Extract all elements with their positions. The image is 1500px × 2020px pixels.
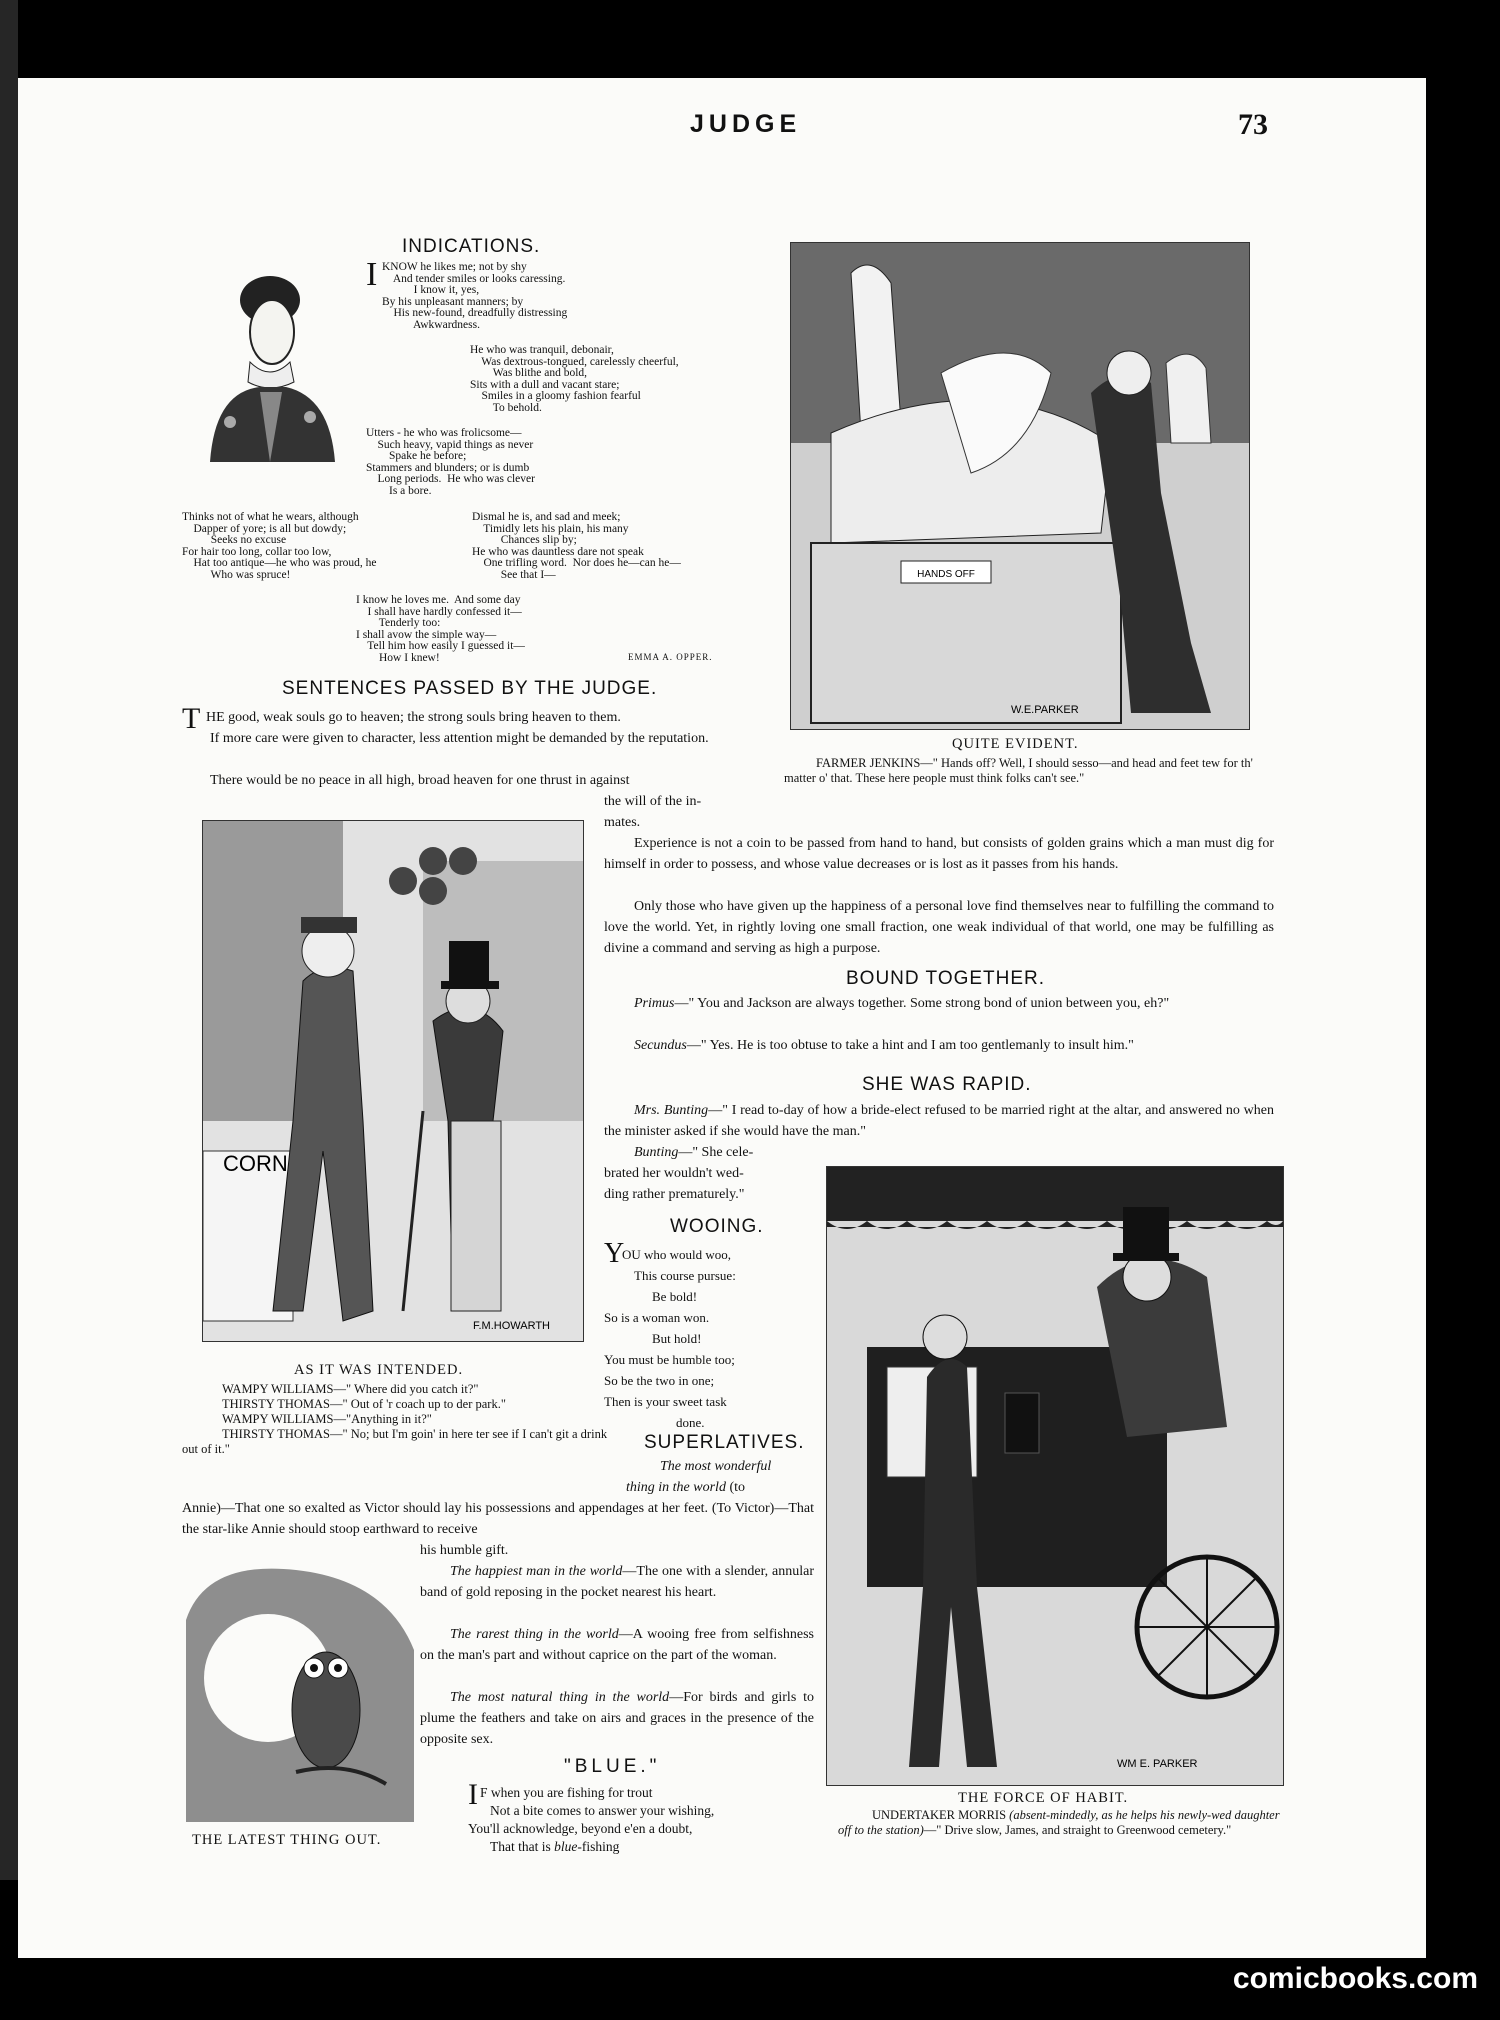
- wooing-line-4: So is a woman won.: [604, 1310, 710, 1325]
- force-of-habit-caption: [838, 1808, 1286, 1838]
- caption-line-3: —"Anything in it?": [333, 1412, 432, 1426]
- superlatives-text-2: —The one with a slender, annular band of gold reposing in the pocket nearest his heart.: [420, 1564, 814, 1600]
- superlatives-p1-end: his humble gift.: [420, 1543, 509, 1558]
- bunting-line-1: [634, 1142, 753, 1163]
- corn-sign: CORN: [223, 1151, 288, 1176]
- superlatives-italic-4: The most natural thing in the world: [450, 1690, 670, 1705]
- quite-evident-signature: W.E.PARKER: [1011, 704, 1079, 716]
- indications-title: INDICATIONS.: [402, 236, 541, 257]
- sentences-p3a: There would be no peace in all high, broad heaven for one thrust in against: [210, 773, 630, 788]
- indications-stanza-3: Utters - he who was frolicsome— Such heavy, vapid things as never Spake he before; Stammers and blunders; or is dumb Long periods. He who was clever Is a bore.: [366, 427, 535, 497]
- force-of-habit-speaker: UNDERTAKER MORRIS: [872, 1808, 1007, 1822]
- blue-drop-cap: I: [468, 1778, 478, 1811]
- sentences-p1: HE good, weak souls go to heaven; the strong souls bring heaven to them.: [206, 710, 621, 725]
- superlatives-p4: [420, 1687, 814, 1750]
- superlatives-i1a: [660, 1456, 771, 1477]
- watermark-brand: comicbooks.com: [1232, 1962, 1478, 1995]
- indications-author: EMMA A. OPPER.: [628, 652, 713, 662]
- indications-stanza-1: KNOW he likes me; not by shy And tender smiles or looks caressing. I know it, yes, By his unpleasant manners; by His new-found, dreadfully distressing Awkwardness.: [382, 261, 568, 331]
- superlatives-text-1a: (to: [729, 1480, 746, 1495]
- she-was-rapid-title: SHE WAS RAPID.: [862, 1074, 1032, 1095]
- superlatives-italic-2: The happiest man in the world: [450, 1564, 623, 1579]
- bound-together-primus: [604, 993, 1274, 1014]
- sentences-title: SENTENCES PASSED BY THE JUDGE.: [282, 678, 658, 699]
- superlatives-p1: Annie)—That one so exalted as Victor should lay his possessions and appendages at her feet. (To Victor)—That the star-like Annie should stoop earthward to receive: [182, 1501, 814, 1537]
- superlatives-line-2: [626, 1477, 814, 1498]
- superlatives-italic-1b: thing in the world: [626, 1480, 726, 1495]
- sentences-p4: Experience is not a coin to be passed from hand to hand, but consists of golden grains which a man must dig for himself in order to possess, and whose value decreases or is lost as it passes from his hands.: [604, 836, 1274, 872]
- blue-line-4a: That that is: [490, 1839, 555, 1854]
- superlatives-p3: [420, 1624, 814, 1666]
- wooing-line-5: But hold!: [652, 1331, 702, 1346]
- hands-off-sign: HANDS OFF: [917, 569, 975, 580]
- force-of-habit-illustration: [826, 1166, 1284, 1786]
- indications-stanza-6: I know he loves me. And some day I shall have hardly confessed it— Tenderly too: I shall avow the simple way— Tell him how easily I guessed it— How I knew!: [356, 594, 525, 664]
- mrs-bunting-speaker: Mrs. Bunting: [634, 1103, 709, 1118]
- bunting-text-1: —" She cele-: [678, 1145, 754, 1160]
- force-of-habit-signature: WM E. PARKER: [1117, 1758, 1198, 1770]
- bunting-speaker: Bunting: [634, 1145, 679, 1160]
- indications-stanza-2: He who was tranquil, debonair, Was dextrous-tongued, carelessly cheerful, Was blithe and bold, Sits with a dull and vacant stare; Smiles in a gloomy fashion fearful To behold.: [470, 344, 679, 414]
- sentences-drop-cap: T: [182, 702, 201, 735]
- quite-evident-title: QUITE EVIDENT.: [952, 736, 1079, 752]
- caption-speaker-2: THIRSTY THOMAS: [222, 1397, 330, 1411]
- wooing-line-2: This course pursue:: [634, 1268, 736, 1283]
- sentences-p2: If more care were given to character, less attention might be demanded by the reputation.: [210, 731, 709, 746]
- caption-speaker-3: WAMPY WILLIAMS: [222, 1412, 334, 1426]
- blue-line-1: F when you are fishing for trout: [480, 1785, 653, 1800]
- quite-evident-illustration: [790, 242, 1250, 730]
- quite-evident-caption: [784, 756, 1274, 786]
- superlatives-italic-3: The rarest thing in the world: [450, 1627, 619, 1642]
- wooing-line-6: You must be humble too;: [604, 1352, 735, 1367]
- binding-shadow: [0, 0, 18, 1880]
- bound-together-secundus: [604, 1035, 1274, 1056]
- as-it-was-intended-signature: F.M.HOWARTH: [473, 1320, 550, 1332]
- caption-line-4: —" No; but I'm goin' in here ter see if I can't git a drink out of it.": [182, 1427, 608, 1456]
- sentences-p3c: mates.: [604, 815, 641, 830]
- force-of-habit-title: THE FORCE OF HABIT.: [958, 1790, 1129, 1806]
- she-was-rapid-p1: [604, 1100, 1274, 1142]
- superlatives-p2: [420, 1561, 814, 1603]
- force-of-habit-text: —" Drive slow, James, and straight to Greenwood cemetery.": [923, 1823, 1232, 1837]
- bunting-line-2: brated her wouldn't wed-: [604, 1166, 744, 1181]
- quite-evident-text: —" Hands off? Well, I should sesso—and head and feet tew for th' matter o' that. These here people must think folks can't see.": [784, 756, 1253, 785]
- wooing-line-1: OU who would woo,: [622, 1247, 732, 1262]
- caption-speaker-4: THIRSTY THOMAS: [222, 1427, 330, 1441]
- page-number: 73: [1238, 108, 1268, 141]
- force-of-habit-italic: (absent-mindedly, as he helps his newly-wed daughter off to the station): [838, 1808, 1280, 1837]
- blue-line-3: You'll acknowledge, beyond e'en a doubt,: [468, 1821, 693, 1836]
- wooing-line-3: Be bold!: [652, 1289, 698, 1304]
- wooing-drop-cap: Y: [604, 1238, 625, 1269]
- quite-evident-speaker: FARMER JENKINS: [816, 756, 921, 770]
- latest-thing-title: THE LATEST THING OUT.: [192, 1832, 382, 1848]
- blue-poem: [468, 1784, 715, 1856]
- blue-title: "BLUE.": [564, 1756, 661, 1777]
- wooing-line-8: Then is your sweet task: [604, 1394, 727, 1409]
- superlatives-text-4: —For birds and girls to plume the feathers and take on airs and graces in the presence of the opposite sex.: [420, 1690, 814, 1747]
- primus-speaker: Primus: [634, 996, 675, 1011]
- primus-text: —" You and Jackson are always together. Some strong bond of union between you, eh?": [674, 996, 1170, 1011]
- superlatives-title: SUPERLATIVES.: [644, 1432, 805, 1453]
- superlatives-italic-1a: The most wonderful: [660, 1459, 772, 1474]
- caption-speaker-1: WAMPY WILLIAMS: [222, 1382, 334, 1396]
- wooing-line-9: done.: [676, 1415, 705, 1430]
- as-it-was-intended-illustration: [202, 820, 584, 1342]
- superlatives-text-3: —A wooing free from selfishness on the man's part and without caprice on the part of the woman.: [420, 1627, 814, 1663]
- blue-line-2: Not a bite comes to answer your wishing,: [490, 1803, 715, 1818]
- sentences-p5: Only those who have given up the happiness of a personal love find themselves near to fulfilling the command to love the world. Yet, in rightly loving one small fraction, one weak individual of that world, one may be fulfilling as divine a command and serving as high a purpose.: [604, 899, 1274, 956]
- secundus-speaker: Secundus: [634, 1038, 687, 1053]
- wooing-line-7: So be the two in one;: [604, 1373, 715, 1388]
- portrait-woman-illustration: [190, 262, 340, 462]
- wooing-title: WOOING.: [670, 1216, 764, 1237]
- as-it-was-intended-title: AS IT WAS INTENDED.: [294, 1362, 464, 1378]
- indications-stanza-4: Thinks not of what he wears, although Dapper of yore; is all but dowdy; Seeks no excuse For hair too long, collar too low, Hat too antique—he who was proud, he Who was spruce!: [182, 511, 377, 581]
- caption-line-2: —" Out of 'r coach up to der park.": [330, 1397, 506, 1411]
- mrs-bunting-text: —" I read to-day of how a bride-elect refused to be married right at the altar, and answered no when the minister asked if she would have the man.": [604, 1103, 1274, 1139]
- blue-line-4b: blue: [554, 1839, 578, 1854]
- indications-drop-cap: I: [366, 256, 378, 293]
- indications-stanza-5: Dismal he is, and sad and meek; Timidly lets his plain, his many Chances slip by; He who was dauntless dare not speak One trifling word. Nor does he—can he— See that I—: [472, 511, 681, 581]
- secundus-text: —" Yes. He is too obtuse to take a hint and I am too gentlemanly to insult him.": [686, 1038, 1134, 1053]
- as-it-was-intended-caption: [182, 1382, 612, 1457]
- bound-together-title: BOUND TOGETHER.: [846, 968, 1046, 989]
- page-header-title: JUDGE: [690, 110, 802, 138]
- wooing-poem: [604, 1244, 736, 1433]
- blue-line-4: [480, 1838, 714, 1856]
- caption-line-1: —" Where did you catch it?": [333, 1382, 479, 1396]
- bunting-line-3: ding rather prematurely.": [604, 1187, 745, 1202]
- owl-illustration: [186, 1560, 414, 1822]
- blue-line-4c: -fishing: [577, 1839, 620, 1854]
- sentences-p3b: the will of the in-: [604, 794, 702, 809]
